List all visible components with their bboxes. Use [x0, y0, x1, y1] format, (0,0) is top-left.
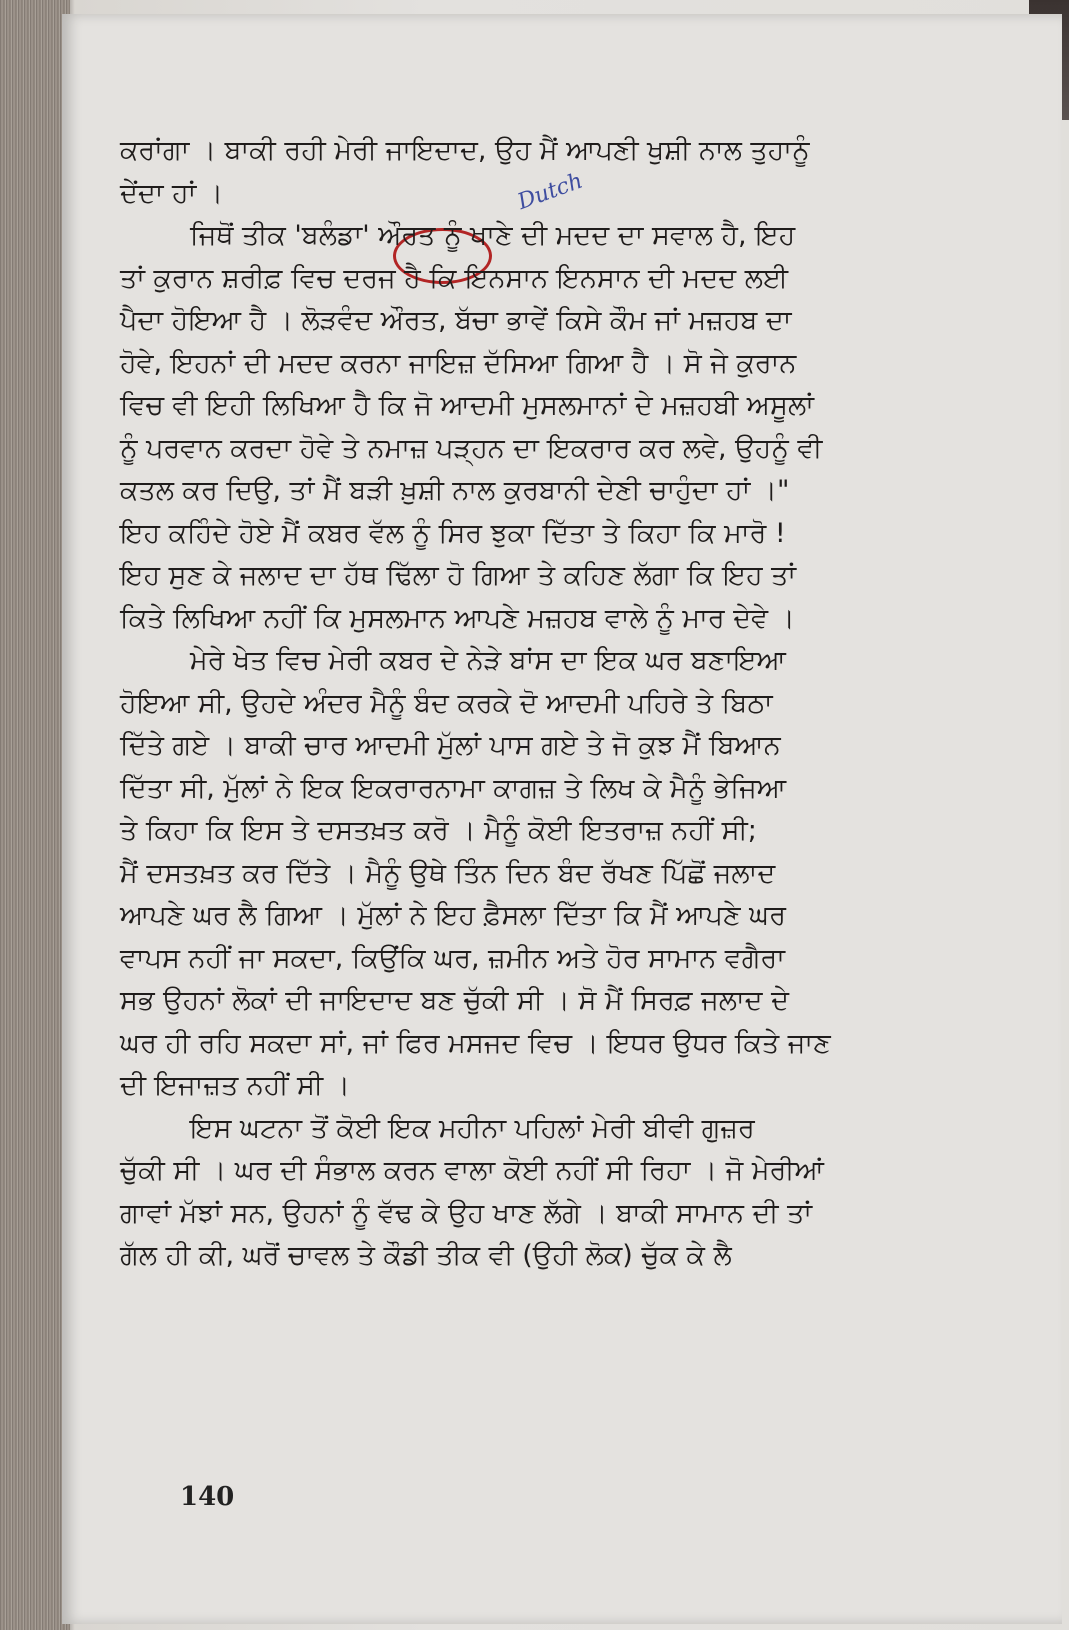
- text-line: ਇਹ ਸੁਣ ਕੇ ਜਲਾਦ ਦਾ ਹੱਥ ਢਿੱਲਾ ਹੋ ਗਿਆ ਤੇ ਕਹਿਣ ਲੱਗਾ ਕਿ ਇਹ ਤਾਂ: [120, 560, 797, 591]
- text-line: ਦੀ ਇਜਾਜ਼ਤ ਨਹੀਂ ਸੀ ।: [120, 1070, 350, 1101]
- text-line: ਹੋਇਆ ਸੀ, ਉਹਦੇ ਅੰਦਰ ਮੈਨੂੰ ਬੰਦ ਕਰਕੇ ਦੋ ਆਦਮੀ ਪਹਿਰੇ ਤੇ ਬਿਠਾ: [120, 687, 773, 719]
- text-line: ਕਿਤੇ ਲਿਖਿਆ ਨਹੀਂ ਕਿ ਮੁਸਲਮਾਨ ਆਪਣੇ ਮਜ਼ਹਬ ਵਾਲੇ ਨੂੰ ਮਾਰ ਦੇਵੇ ।: [120, 602, 795, 634]
- text-line: ਮੈਂ ਦਸਤਖ਼ਤ ਕਰ ਦਿੱਤੇ । ਮੈਨੂੰ ਉਥੇ ਤਿੰਨ ਦਿਨ ਬੰਦ ਰੱਖਣ ਪਿੱਛੋਂ ਜਲਾਦ: [120, 857, 776, 889]
- page-number: 140: [180, 1482, 235, 1512]
- text-line: ਤਾਂ ਕੁਰਾਨ ਸ਼ਰੀਫ਼ ਵਿਚ ਦਰਜ ਹੈ ਕਿ ਇਨਸਾਨ ਇਨਸਾਨ ਦੀ ਮਦਦ ਲਈ: [120, 262, 789, 294]
- text-line: ਹੋਵੇ, ਇਹਨਾਂ ਦੀ ਮਦਦ ਕਰਨਾ ਜਾਇਜ਼ ਦੱਸਿਆ ਗਿਆ ਹੈ । ਸੋ ਜੇ ਕੁਰਾਨ: [120, 347, 797, 379]
- handwritten-note: Dutch: [514, 168, 587, 215]
- text-line: ਕਤਲ ਕਰ ਦਿਉ, ਤਾਂ ਮੈਂ ਬੜੀ ਖ਼ੁਸ਼ੀ ਨਾਲ ਕੁਰਬਾਨੀ ਦੇਣੀ ਚਾਹੁੰਦਾ ਹਾਂ ।": [120, 475, 790, 506]
- text-line: ਦਿੱਤਾ ਸੀ, ਮੁੱਲਾਂ ਨੇ ਇਕ ਇਕਰਾਰਨਾਮਾ ਕਾਗਜ਼ ਤੇ ਲਿਖ ਕੇ ਮੈਨੂੰ ਭੇਜਿਆ: [120, 772, 787, 804]
- text-line: ਵਾਪਸ ਨਹੀਂ ਜਾ ਸਕਦਾ, ਕਿਉਂਕਿ ਘਰ, ਜ਼ਮੀਨ ਅਤੇ ਹੋਰ ਸਾਮਾਨ ਵਗੈਰਾ: [120, 942, 785, 974]
- text-line: ਸਭ ਉਹਨਾਂ ਲੋਕਾਂ ਦੀ ਜਾਇਦਾਦ ਬਣ ਚੁੱਕੀ ਸੀ । ਸੋ ਮੈਂ ਸਿਰਫ਼ ਜਲਾਦ ਦੇ: [120, 985, 790, 1016]
- text-line: ਗੱਲ ਹੀ ਕੀ, ਘਰੋਂ ਚਾਵਲ ਤੇ ਕੌਡੀ ਤੀਕ ਵੀ (ਉਹੀ ਲੋਕ) ਚੁੱਕ ਕੇ ਲੈ: [120, 1240, 732, 1271]
- text-line: ਗਾਵਾਂ ਮੱਝਾਂ ਸਨ, ਉਹਨਾਂ ਨੂੰ ਵੱਢ ਕੇ ਉਹ ਖਾਣ ਲੱਗੇ । ਬਾਕੀ ਸਾਮਾਨ ਦੀ ਤਾਂ: [120, 1197, 813, 1229]
- text-line: ਤੇ ਕਿਹਾ ਕਿ ਇਸ ਤੇ ਦਸਤਖ਼ਤ ਕਰੋ । ਮੈਨੂੰ ਕੋਈ ਇਤਰਾਜ਼ ਨਹੀਂ ਸੀ;: [120, 815, 757, 846]
- text-line: ਦਿੱਤੇ ਗਏ । ਬਾਕੀ ਚਾਰ ਆਦਮੀ ਮੁੱਲਾਂ ਪਾਸ ਗਏ ਤੇ ਜੋ ਕੁਝ ਮੈਂ ਬਿਆਨ: [120, 730, 781, 761]
- page-body-text: [120, 130, 1020, 1278]
- text-line: ਨੂੰ ਪਰਵਾਨ ਕਰਦਾ ਹੋਵੇ ਤੇ ਨਮਾਜ਼ ਪੜ੍ਹਨ ਦਾ ਇਕਰਾਰ ਕਰ ਲਵੇ, ਉਹਨੂੰ ਵੀ: [120, 432, 823, 464]
- text-line: ਚੁੱਕੀ ਸੀ । ਘਰ ਦੀ ਸੰਭਾਲ ਕਰਨ ਵਾਲਾ ਕੋਈ ਨਹੀਂ ਸੀ ਰਿਹਾ । ਜੋ ਮੇਰੀਆਂ: [120, 1155, 824, 1186]
- text-line: ਇਹ ਕਹਿੰਦੇ ਹੋਏ ਮੈਂ ਕਬਰ ਵੱਲ ਨੂੰ ਸਿਰ ਝੁਕਾ ਦਿੱਤਾ ਤੇ ਕਿਹਾ ਕਿ ਮਾਰੋ !: [120, 517, 786, 549]
- text-line: ਪੈਦਾ ਹੋਇਆ ਹੈ । ਲੋੜਵੰਦ ਔਰਤ, ਬੱਚਾ ਭਾਵੇਂ ਕਿਸੇ ਕੌਮ ਜਾਂ ਮਜ਼ਹਬ ਦਾ: [120, 305, 792, 336]
- text-line: ਦੇਂਦਾ ਹਾਂ ।: [120, 177, 224, 209]
- text-line: ਕਰਾਂਗਾ । ਬਾਕੀ ਰਹੀ ਮੇਰੀ ਜਾਇਦਾਦ, ਉਹ ਮੈਂ ਆਪਣੀ ਖੁਸ਼ੀ ਨਾਲ ਤੁਹਾਨੂੰ: [120, 135, 810, 166]
- text-line: ਵਿਚ ਵੀ ਇਹੀ ਲਿਖਿਆ ਹੈ ਕਿ ਜੋ ਆਦਮੀ ਮੁਸਲਮਾਨਾਂ ਦੇ ਮਜ਼ਹਬੀ ਅਸੂਲਾਂ: [120, 390, 814, 421]
- text-line: ਮੇਰੇ ਖੇਤ ਵਿਚ ਮੇਰੀ ਕਬਰ ਦੇ ਨੇੜੇ ਬਾਂਸ ਦਾ ਇਕ ਘਰ ਬਣਾਇਆ: [190, 645, 786, 676]
- text-line: ਆਪਣੇ ਘਰ ਲੈ ਗਿਆ । ਮੁੱਲਾਂ ਨੇ ਇਹ ਫ਼ੈਸਲਾ ਦਿੱਤਾ ਕਿ ਮੈਂ ਆਪਣੇ ਘਰ: [120, 900, 786, 931]
- text-line: ਇਸ ਘਟਨਾ ਤੋਂ ਕੋਈ ਇਕ ਮਹੀਨਾ ਪਹਿਲਾਂ ਮੇਰੀ ਬੀਵੀ ਗੁਜ਼ਰ: [190, 1112, 755, 1144]
- book-page-edges: [0, 0, 70, 1630]
- text-line: ਘਰ ਹੀ ਰਹਿ ਸਕਦਾ ਸਾਂ, ਜਾਂ ਫਿਰ ਮਸਜਦ ਵਿਚ । ਇਧਰ ਉਧਰ ਕਿਤੇ ਜਾਣ: [120, 1027, 831, 1059]
- text-line: ਜਿਥੋਂ ਤੀਕ 'ਬਲੰਡਾ' ਔਰਤ ਨੂੰ ਖਾਣੇ ਦੀ ਮਦਦ ਦਾ ਸਵਾਲ ਹੈ, ਇਹ: [190, 220, 796, 251]
